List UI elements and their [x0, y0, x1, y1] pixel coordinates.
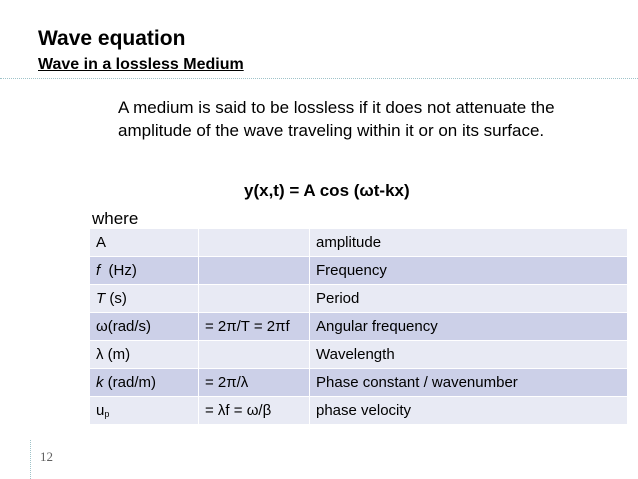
meaning-cell: Angular frequency — [310, 313, 628, 341]
slide-title: Wave equation — [38, 27, 186, 50]
symbol-cell: A — [90, 229, 199, 257]
meaning-cell: Period — [310, 285, 628, 313]
symbol-cell: f (Hz) — [90, 257, 199, 285]
symbol-cell: T (s) — [90, 285, 199, 313]
formula-cell — [199, 229, 310, 257]
where-label: where — [92, 209, 139, 228]
formula-cell — [199, 341, 310, 369]
meaning-cell: Frequency — [310, 257, 628, 285]
table-row — [90, 229, 628, 257]
table-row — [90, 313, 628, 341]
formula-cell — [199, 257, 310, 285]
table-row — [90, 341, 628, 369]
vertical-divider — [30, 440, 31, 479]
table-row — [90, 257, 628, 285]
horizontal-divider — [0, 78, 638, 79]
symbol-cell: ω(rad/s) — [90, 313, 199, 341]
symbol-cell: $u_p$ — [90, 397, 199, 425]
table-row — [90, 397, 628, 425]
table-row — [90, 369, 628, 397]
formula-cell — [199, 285, 310, 313]
intro-paragraph: A medium is said to be lossless if it does not attenuate the amplitude of the wave traveling within it or on its surface. — [118, 98, 555, 140]
formula-cell: = 2π/T = 2πf — [199, 313, 310, 341]
formula-cell: = 2π/λ — [199, 369, 310, 397]
meaning-cell: amplitude — [310, 229, 628, 257]
meaning-cell: Phase constant / wavenumber — [310, 369, 628, 397]
parameter-table — [90, 229, 628, 425]
meaning-cell: Wavelength — [310, 341, 628, 369]
symbol-cell: λ (m) — [90, 341, 199, 369]
formula-cell: = λf = ω/β — [199, 397, 310, 425]
slide-subtitle: Wave in a lossless Medium — [38, 56, 244, 73]
page-number: 12 — [40, 449, 53, 464]
meaning-cell: phase velocity — [310, 397, 628, 425]
table-row — [90, 285, 628, 313]
symbol-cell: k (rad/m) — [90, 369, 199, 397]
wave-equation: y(x,t) = A cos (ωt-kx) — [244, 181, 410, 200]
